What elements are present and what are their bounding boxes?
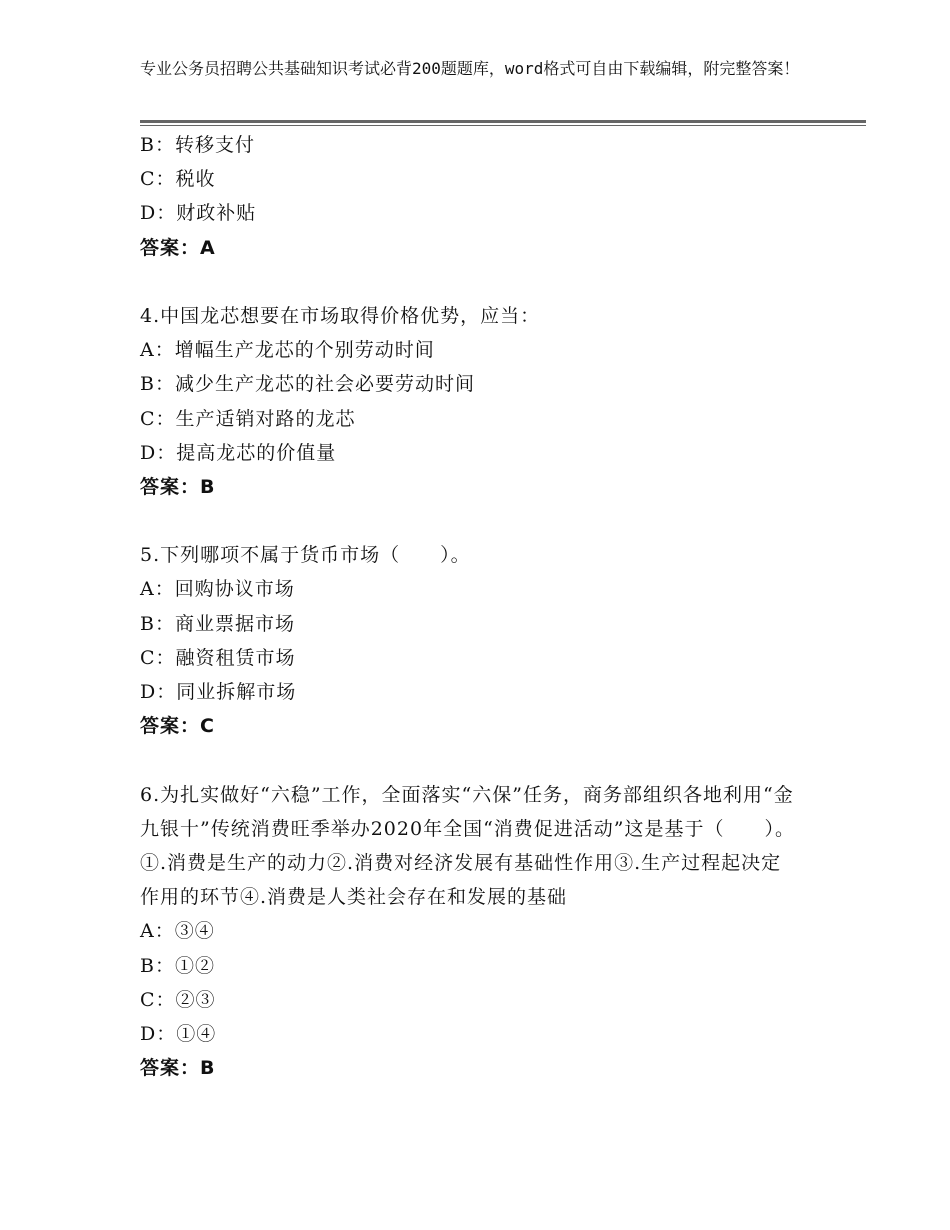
header-rule-thin xyxy=(140,125,866,126)
q5-option-b: B：商业票据市场 xyxy=(140,612,295,635)
q4-option-c: C：生产适销对路的龙芯 xyxy=(140,407,356,430)
header-rule-thick xyxy=(140,120,866,123)
q5-answer: 答案：C xyxy=(140,715,215,738)
spacer xyxy=(140,265,820,299)
q4-option-a: A：增幅生产龙芯的个别劳动时间 xyxy=(140,339,435,362)
question-list xyxy=(140,128,820,1085)
q3-option-d: D：财政补贴 xyxy=(140,202,257,225)
q6-option-a: A：③④ xyxy=(140,920,215,943)
q4-option-b: B：减少生产龙芯的社会必要劳动时间 xyxy=(140,373,475,396)
spacer xyxy=(140,504,820,538)
q6-question: 6.为扎实做好“六稳”工作，全面落实“六保”任务，商务部组织各地利用“金九银十”传统消费旺季举办2020年全国“消费促进活动”这是基于（ ）。①.消费是生产的动力②.消费对经济发展有基础性作用③.生产过程起决定作用的环节④.消费是人类社会存在和发展的基础 xyxy=(140,783,795,909)
spacer xyxy=(140,743,820,777)
q6-option-b: B：①② xyxy=(140,954,215,977)
q3-answer: 答案：A xyxy=(140,236,216,259)
q4-question: 4.中国龙芯想要在市场取得价格优势，应当： xyxy=(140,304,541,327)
q5-option-c: C：融资租赁市场 xyxy=(140,646,296,669)
page-header: 专业公务员招聘公共基础知识考试必背200题题库，word格式可自由下载编辑，附完整答案！ xyxy=(140,59,800,78)
q6-option-d: D：①④ xyxy=(140,1022,217,1045)
q5-question: 5.下列哪项不属于货币市场（ ）。 xyxy=(140,544,471,567)
q3-option-c: C：税收 xyxy=(140,168,216,191)
q4-answer: 答案：B xyxy=(140,475,216,498)
q5-option-d: D：同业拆解市场 xyxy=(140,681,297,703)
q4-option-d: D：提高龙芯的价值量 xyxy=(140,441,337,464)
q3-option-b: B：转移支付 xyxy=(140,134,255,156)
q5-option-a: A：回购协议市场 xyxy=(140,578,295,601)
q6-answer: 答案：B xyxy=(140,1057,216,1080)
q6-option-c: C：②③ xyxy=(140,988,216,1011)
